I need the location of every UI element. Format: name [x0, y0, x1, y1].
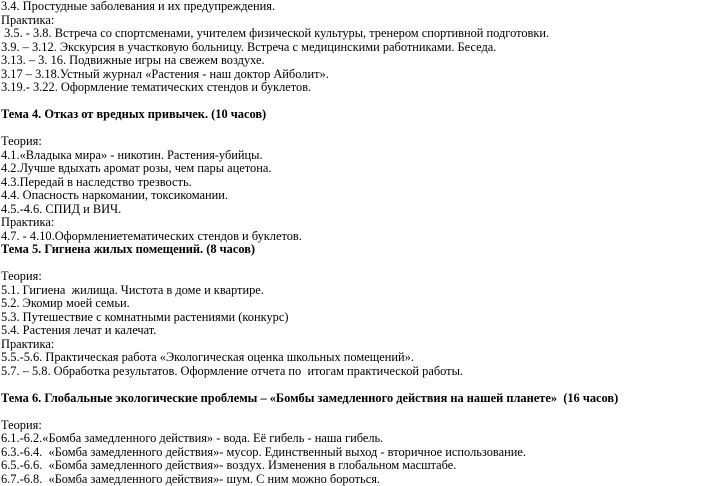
text-line: 5.3. Путешествие с комнатными растениями (конкурс): [1, 311, 704, 325]
text-line: 5.2. Экомир моей семьи.: [1, 297, 704, 311]
text-line: 5.4. Растения лечат и калечат.: [1, 324, 704, 338]
text-line: 3.13. – 3. 16. Подвижные игры на свежем воздухе.: [1, 54, 704, 68]
text-line: Теория:: [1, 270, 704, 284]
text-line: 3.5. - 3.8. Встреча со спортсменами, учителем физической культуры, тренером спортивной подготовки.: [1, 27, 704, 41]
text-line: 4.5.-4.6. СПИД и ВИЧ.: [1, 203, 704, 217]
text-line: Теория:: [1, 419, 704, 433]
text-line: 3.9. – 3.12. Экскурсия в участковую больницу. Встреча с медицинскими работниками. Беседа.: [1, 41, 704, 55]
section-heading: Тема 6. Глобальные экологические проблемы – «Бомбы замедленного действия на нашей планете» (16 часов): [1, 392, 704, 406]
text-line: 4.3.Передай в наследство трезвость.: [1, 176, 704, 190]
text-line: Практика:: [1, 14, 704, 28]
text-line: 5.7. – 5.8. Обработка результатов. Оформление отчета по итогам практической работы.: [1, 365, 704, 379]
paragraph-spacer: [1, 257, 704, 271]
section-heading: Тема 4. Отказ от вредных привычек. (10 часов): [1, 108, 704, 122]
text-line: 6.5.-6.6. «Бомба замедленного действия»- воздух. Изменения в глобальном масштабе.: [1, 459, 704, 473]
text-line: 6.1.-6.2.«Бомба замедленного действия» - вода. Её гибель - наша гибель.: [1, 432, 704, 446]
text-line: 4.7. - 4.10.Оформлениетематических стендов и буклетов.: [1, 230, 704, 244]
text-line: 5.1. Гигиена жилища. Чистота в доме и квартире.: [1, 284, 704, 298]
text-line: Теория:: [1, 135, 704, 149]
text-line: 6.3.-6.4. «Бомба замедленного действия»- мусор. Единственный выход - вторичное использование.: [1, 446, 704, 460]
text-line: 5.5.-5.6. Практическая работа «Экологическая оценка школьных помещений».: [1, 351, 704, 365]
paragraph-spacer: [1, 122, 704, 136]
text-line: 3.19.- 3.22. Оформление тематических стендов и буклетов.: [1, 81, 704, 95]
text-line: Практика:: [1, 338, 704, 352]
text-line: 4.1.«Владыка мира» - никотин. Растения-убийцы.: [1, 149, 704, 163]
paragraph-spacer: [1, 405, 704, 419]
text-line: 3.17 – 3.18.Устный журнал «Растения - наш доктор Айболит».: [1, 68, 704, 82]
text-line: 3.4. Простудные заболевания и их предупреждения.: [1, 0, 704, 14]
text-line: 6.7.-6.8. «Бомба замедленного действия»- шум. С ним можно бороться.: [1, 473, 704, 486]
text-line: 4.2.Лучше вдыхать аромат розы, чем пары ацетона.: [1, 162, 704, 176]
text-line: Практика:: [1, 216, 704, 230]
paragraph-spacer: [1, 378, 704, 392]
paragraph-spacer: [1, 95, 704, 109]
text-line: 4.4. Опасность наркомании, токсикомании.: [1, 189, 704, 203]
section-heading: Тема 5. Гигиена жилых помещений. (8 часов): [1, 243, 704, 257]
